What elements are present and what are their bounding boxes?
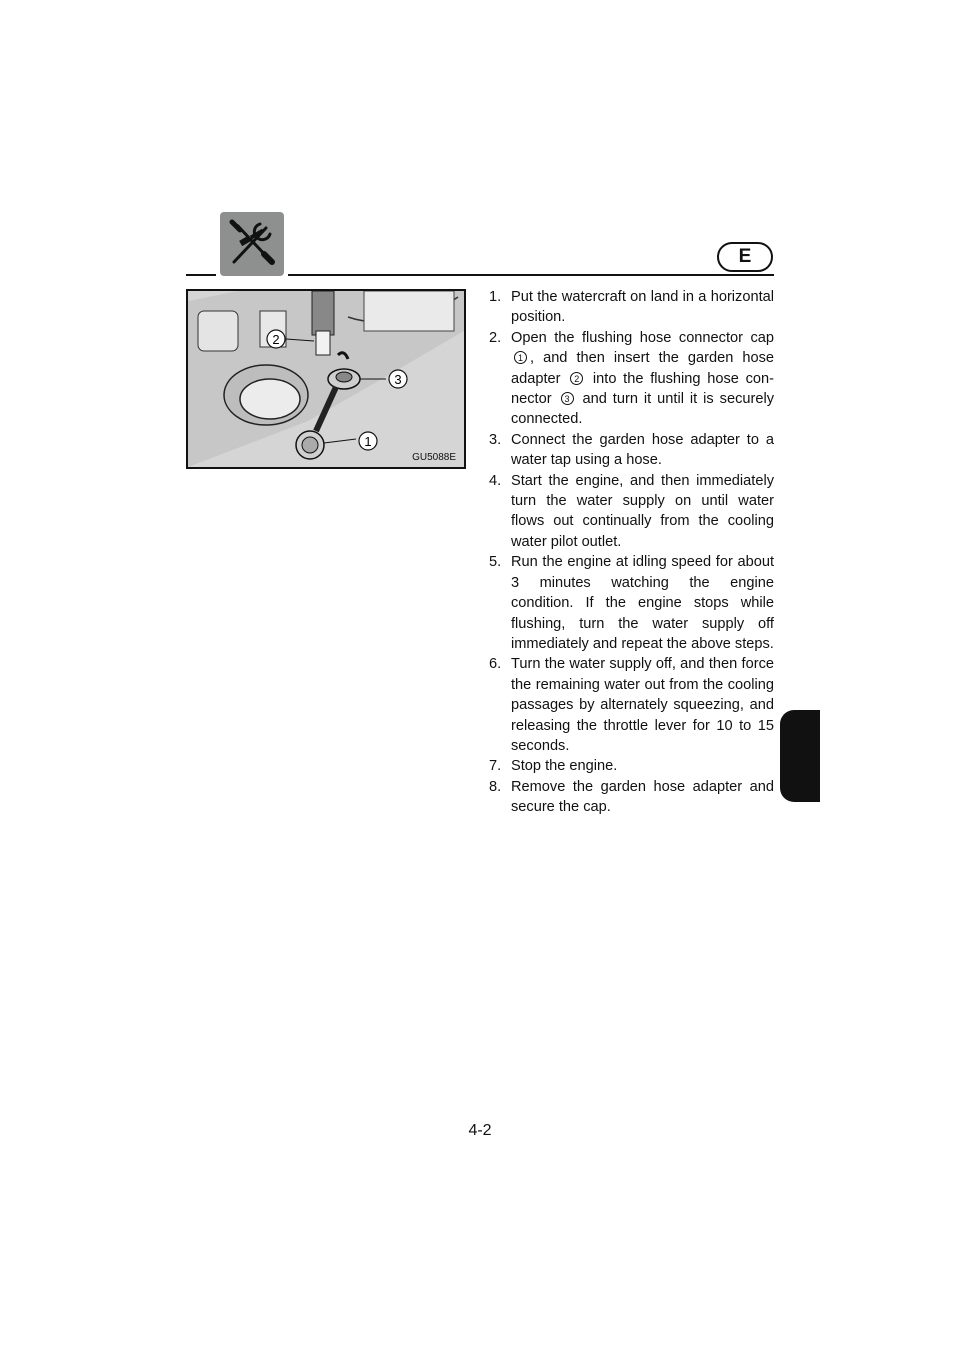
maintenance-section-icon [220,212,284,276]
reference-marker-1: 1 [514,351,527,364]
step-2 [486,328,774,430]
step-number: 4. [489,472,502,489]
callout-1: 1 [364,434,372,449]
header-rule-right [288,274,774,276]
figure-code: GU5088E [412,452,456,463]
step-number: 2. [489,329,502,346]
step-text-part: Open the flushing hose connector cap [511,329,774,346]
step-1 [486,287,774,328]
step-number: 6. [489,656,502,673]
reference-marker-3: 3 [561,392,574,405]
reference-marker-2: 2 [570,372,583,385]
step-text-part: and turn it until it is securely connected. [511,391,774,428]
language-badge: E [717,242,773,272]
step-text: Put the watercraft on land in a horizontal position. [511,289,774,326]
step-text: Stop the engine. [511,758,618,775]
step-number: 8. [489,778,502,795]
step-5 [486,552,774,654]
step-text: Remove the garden hose adapter and secure the cap. [511,778,774,816]
step-text: Turn the water supply off, and then force the remaining water out from the cooling passages by alternately squeezing, and releasing the throttle lever for 10 to 15 seconds. [511,656,774,754]
step-8 [486,777,774,818]
step-text: Connect the garden hose adapter to a water tap using a hose. [511,431,774,469]
step-text-part: , and then insert the garden hose adapter [511,350,774,387]
chapter-thumb-tab [780,710,820,802]
page-number: 4-2 [468,1122,492,1139]
header-rule-left [186,274,216,276]
step-text-part: into the flushing hose connector [511,370,774,408]
step-number: 3. [489,431,502,448]
step-4 [486,471,774,553]
step-text: Start the engine, and then immediately turn the water supply on until water flows out continually from the cooling water pilot outlet. [511,472,774,550]
step-number: 5. [489,554,502,571]
step-text: Run the engine at idling speed for about 3 minutes watching the engine condition. If the engine stops while flushing, turn the water supply off immediately and repeat the above steps. [511,554,774,652]
wrench-screwdriver-icon [220,212,284,276]
flushing-illustration [186,289,466,469]
step-3 [486,430,774,471]
step-7 [486,756,774,776]
callout-2: 2 [272,332,280,347]
step-number: 7. [489,758,502,775]
step-number: 1. [489,289,502,305]
step-6 [486,654,774,756]
flushing-steps [486,287,774,818]
callout-3: 3 [394,372,402,387]
